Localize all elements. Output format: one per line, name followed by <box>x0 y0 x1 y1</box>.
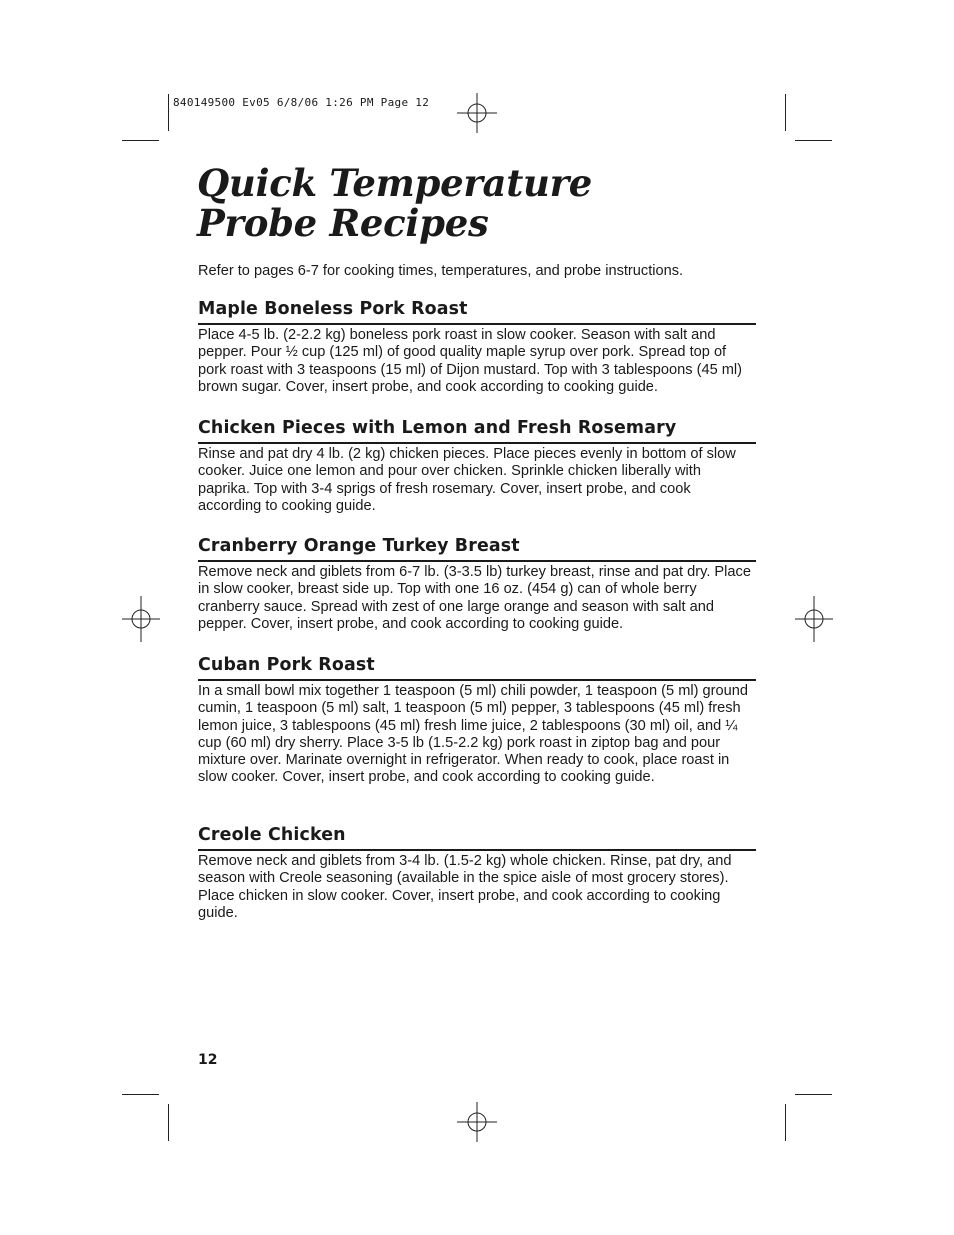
crop-mark-top-left-horizontal <box>122 140 159 141</box>
recipe-heading: Chicken Pieces with Lemon and Fresh Rosemary <box>198 417 756 444</box>
intro-text: Refer to pages 6-7 for cooking times, temperatures, and probe instructions. <box>198 263 684 279</box>
crop-mark-bottom-right-vertical <box>785 1104 786 1141</box>
recipe-heading: Maple Boneless Pork Roast <box>198 298 756 325</box>
crop-mark-top-right-horizontal <box>795 140 832 141</box>
registration-mark-left-icon <box>122 596 160 642</box>
print-slug: 840149500 Ev05 6/8/06 1:26 PM Page 12 <box>173 96 430 109</box>
recipe-cranberry-orange-turkey-breast <box>198 535 756 633</box>
recipe-chicken-lemon-rosemary <box>198 417 756 515</box>
recipe-instructions: Remove neck and giblets from 6-7 lb. (3-3.5 lb) turkey breast, rinse and pat dry. Place in slow cooker, breast side up. Top with one 16 oz. (454 g) can of whole berry cranberry sauce. Spread with zest of one large orange and season with salt and pepper. Cover, insert probe, and cook according to cooking guide. <box>198 564 751 632</box>
recipe-heading: Creole Chicken <box>198 824 756 851</box>
recipe-creole-chicken <box>198 824 756 922</box>
recipe-maple-boneless-pork-roast <box>198 298 756 396</box>
recipe-cuban-pork-roast <box>198 654 756 787</box>
page-number: 12 <box>198 1052 218 1068</box>
crop-mark-top-right-vertical <box>785 94 786 131</box>
recipe-instructions: Rinse and pat dry 4 lb. (2 kg) chicken pieces. Place pieces evenly in bottom of slow cooker. Juice one lemon and pour over chicken. Sprinkle chicken liberally with paprika. Top with 3-4 sprigs of fresh rosemary. Cover, insert probe, and cook according to cooking guide. <box>198 446 736 514</box>
recipe-instructions: Remove neck and giblets from 3-4 lb. (1.5-2 kg) whole chicken. Rinse, pat dry, and season with Creole seasoning (available in the spice aisle of most grocery stores). Place chicken in slow cooker. Cover, insert probe, and cook according to cooking guide. <box>198 853 732 921</box>
recipe-heading: Cuban Pork Roast <box>198 654 756 681</box>
recipe-instructions: In a small bowl mix together 1 teaspoon (5 ml) chili powder, 1 teaspoon (5 ml) ground cumin, 1 teaspoon (5 ml) salt, 1 teaspoon (5 ml) pepper, 3 tablespoons (45 ml) fresh lemon juice, 3 tablespoons (45 ml) fresh lime juice, 2 tablespoons (30 ml) oil, and ¼ cup (60 ml) dry sherry. Place 3-5 lb (1.5-2.2 kg) pork roast in ziptop bag and pour mixture over. Marinate overnight in refrigerator. When ready to cook, place roast in slow cooker. Cover, insert probe, and cook according to cooking guide. <box>198 683 748 786</box>
registration-mark-bottom-icon <box>457 1102 497 1142</box>
crop-mark-bottom-left-vertical <box>168 1104 169 1141</box>
page-title-line-1: Quick Temperature <box>197 161 593 205</box>
recipe-instructions: Place 4-5 lb. (2-2.2 kg) boneless pork roast in slow cooker. Season with salt and pepper. Pour ½ cup (125 ml) of good quality maple syrup over pork. Spread top of pork roast with 3 teaspoons (15 ml) of Dijon mustard. Top with 3 tablespoons (45 ml) brown sugar. Cover, insert probe, and cook according to cooking guide. <box>198 327 743 395</box>
registration-mark-right-icon <box>795 596 833 642</box>
registration-mark-top-icon <box>457 93 497 133</box>
crop-mark-bottom-right-horizontal <box>795 1094 832 1095</box>
recipe-heading: Cranberry Orange Turkey Breast <box>198 535 756 562</box>
page-title-line-2: Probe Recipes <box>197 201 489 245</box>
crop-mark-bottom-left-horizontal <box>122 1094 159 1095</box>
crop-mark-top-left-vertical <box>168 94 169 131</box>
page-title <box>197 163 592 243</box>
